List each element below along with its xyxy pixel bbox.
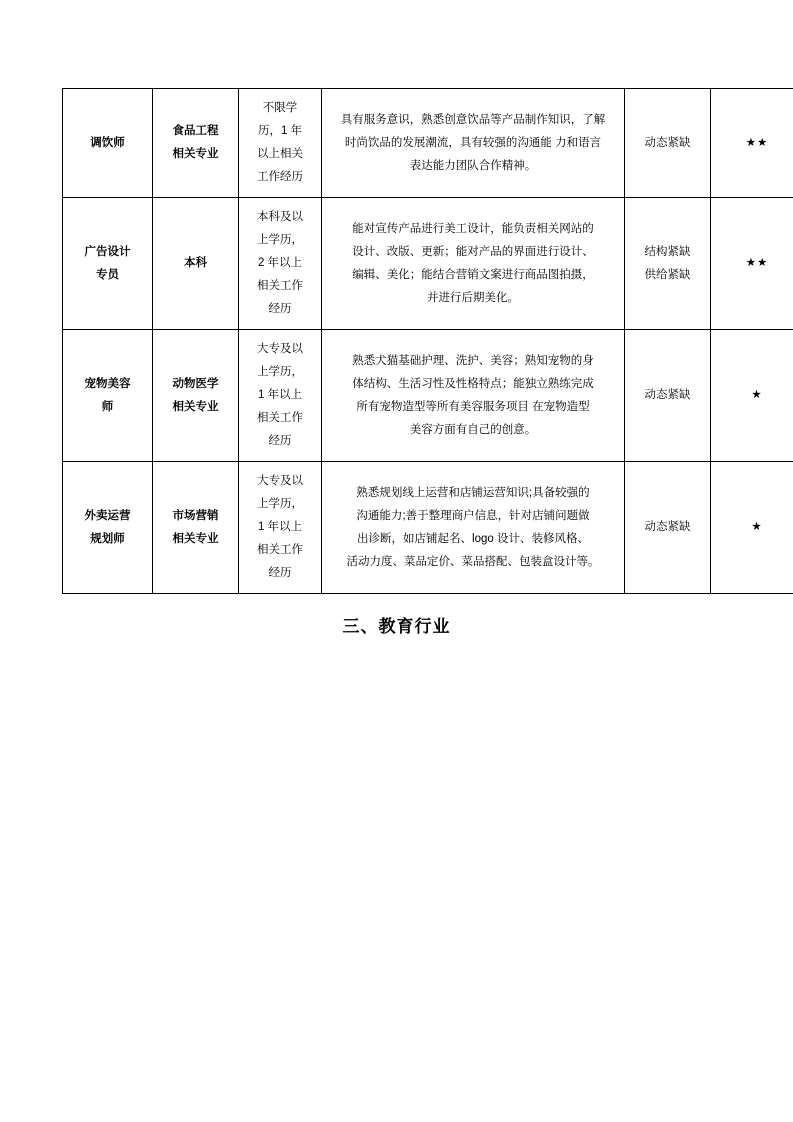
education-line: 上学历， — [257, 234, 303, 246]
shortage-type-line: 结构紧缺 — [644, 245, 691, 258]
cell-major — [153, 330, 239, 462]
description-line: 体结构、生活习性及性格特点；能独立熟练完成 — [352, 377, 594, 390]
education-line: 上学历， — [257, 498, 303, 510]
major-line: 相关专业 — [172, 532, 219, 545]
cell-job-title — [63, 330, 153, 462]
job-title-line: 师 — [101, 400, 114, 413]
cell-job-title — [63, 89, 153, 198]
description-line: 时尚饮品的发展潮流，具有较强的沟通能 力和语言 — [344, 136, 602, 149]
description-line: 并进行后期美化。 — [427, 291, 519, 304]
cell-shortage-level — [711, 89, 793, 198]
major-line: 相关专业 — [172, 400, 219, 413]
cell-education — [239, 330, 322, 462]
cell-job-title — [63, 462, 153, 594]
cell-shortage-level — [711, 330, 793, 462]
star-rating: ★★ — [745, 257, 769, 269]
cell-job-title — [63, 198, 153, 330]
table-row — [63, 330, 793, 462]
education-line: 经历 — [268, 435, 292, 447]
education-line: 相关工作 — [257, 412, 303, 424]
education-line: 不限学 — [262, 102, 298, 114]
cell-education — [239, 89, 322, 198]
job-title-line: 广告设计 — [84, 245, 131, 258]
education-line: 相关工作 — [257, 280, 303, 292]
cell-shortage-type — [625, 462, 711, 594]
cell-description — [322, 89, 625, 198]
job-title-line: 专员 — [96, 268, 119, 281]
education-line: 工作经历 — [257, 171, 303, 183]
description-line: 表达能力团队合作精神。 — [409, 159, 537, 172]
cell-major — [153, 198, 239, 330]
education-line: 大专及以 — [257, 343, 303, 355]
education-line: 大专及以 — [257, 475, 303, 487]
table-row — [63, 89, 793, 198]
education-line: 1 年以上 — [257, 521, 303, 533]
major-line: 市场营销 — [172, 509, 219, 522]
star-rating: ★★ — [745, 136, 769, 149]
cell-major — [153, 89, 239, 198]
education-line: 历，1 年 — [257, 125, 303, 137]
table-row — [63, 198, 793, 330]
cell-description — [322, 330, 625, 462]
cell-shortage-level — [711, 462, 793, 594]
description-line: 具有服务意识，熟悉创意饮品等产品制作知识，了解 — [340, 113, 606, 126]
cell-education — [239, 462, 322, 594]
education-line: 1 年以上 — [257, 389, 303, 401]
star-rating: ★ — [751, 389, 763, 401]
education-line: 以上相关 — [257, 148, 303, 160]
description-line: 设计、改版、更新；能对产品的界面进行设计、 — [352, 245, 594, 258]
major-line: 食品工程 — [172, 125, 219, 137]
shortage-occupations-table — [62, 88, 793, 594]
table-body — [63, 89, 793, 594]
description-line: 美容方面有自己的创意。 — [409, 423, 537, 436]
job-title-text: 调饮师 — [90, 136, 125, 149]
description-line: 熟悉犬猫基础护理、洗护、美容；熟知宠物的身 — [352, 354, 594, 367]
shortage-type-line: 动态紧缺 — [644, 521, 691, 533]
job-title-line: 外卖运营 — [84, 509, 131, 522]
cell-shortage-type — [625, 89, 711, 198]
cell-shortage-level — [711, 198, 793, 330]
major-line: 相关专业 — [172, 148, 219, 160]
cell-major — [153, 462, 239, 594]
job-title-line: 规划师 — [90, 532, 125, 545]
cell-shortage-type — [625, 198, 711, 330]
major-text: 本科 — [184, 257, 207, 269]
description-line: 编辑、美化；能结合营销文案进行商品图拍摄， — [352, 268, 594, 281]
shortage-type-line: 动态紧缺 — [644, 389, 691, 401]
shortage-type-line: 动态紧缺 — [644, 136, 691, 149]
description-line: 所有宠物造型等所有美容服务项目 在宠物造型 — [356, 400, 590, 413]
description-line: 活动力度、菜品定价、菜品搭配、包装盒设计等。 — [346, 555, 600, 568]
cell-description — [322, 462, 625, 594]
education-line: 本科及以 — [257, 211, 303, 223]
description-line: 能对宣传产品进行美工设计，能负责相关网站的 — [352, 222, 594, 235]
cell-shortage-type — [625, 330, 711, 462]
description-line: 熟悉规划线上运营和店铺运营知识;具备较强的 — [356, 486, 590, 499]
description-line: 出诊断，如店铺起名、logo 设计、装修风格、 — [357, 532, 589, 545]
shortage-type-line: 供给紧缺 — [644, 268, 691, 281]
education-line: 2 年以上 — [257, 257, 303, 269]
star-rating: ★ — [751, 521, 763, 533]
education-line: 相关工作 — [257, 544, 303, 556]
cell-education — [239, 198, 322, 330]
description-line: 沟通能力;善于整理商户信息，针对店铺问题做 — [356, 509, 590, 522]
job-title-line: 宠物美容 — [84, 377, 131, 390]
education-line: 上学历， — [257, 366, 303, 378]
major-line: 动物医学 — [172, 377, 219, 390]
section-heading: 三、教育行业 — [342, 617, 451, 636]
table-row — [63, 462, 793, 594]
education-line: 经历 — [268, 303, 292, 315]
cell-description — [322, 198, 625, 330]
education-line: 经历 — [268, 567, 292, 579]
